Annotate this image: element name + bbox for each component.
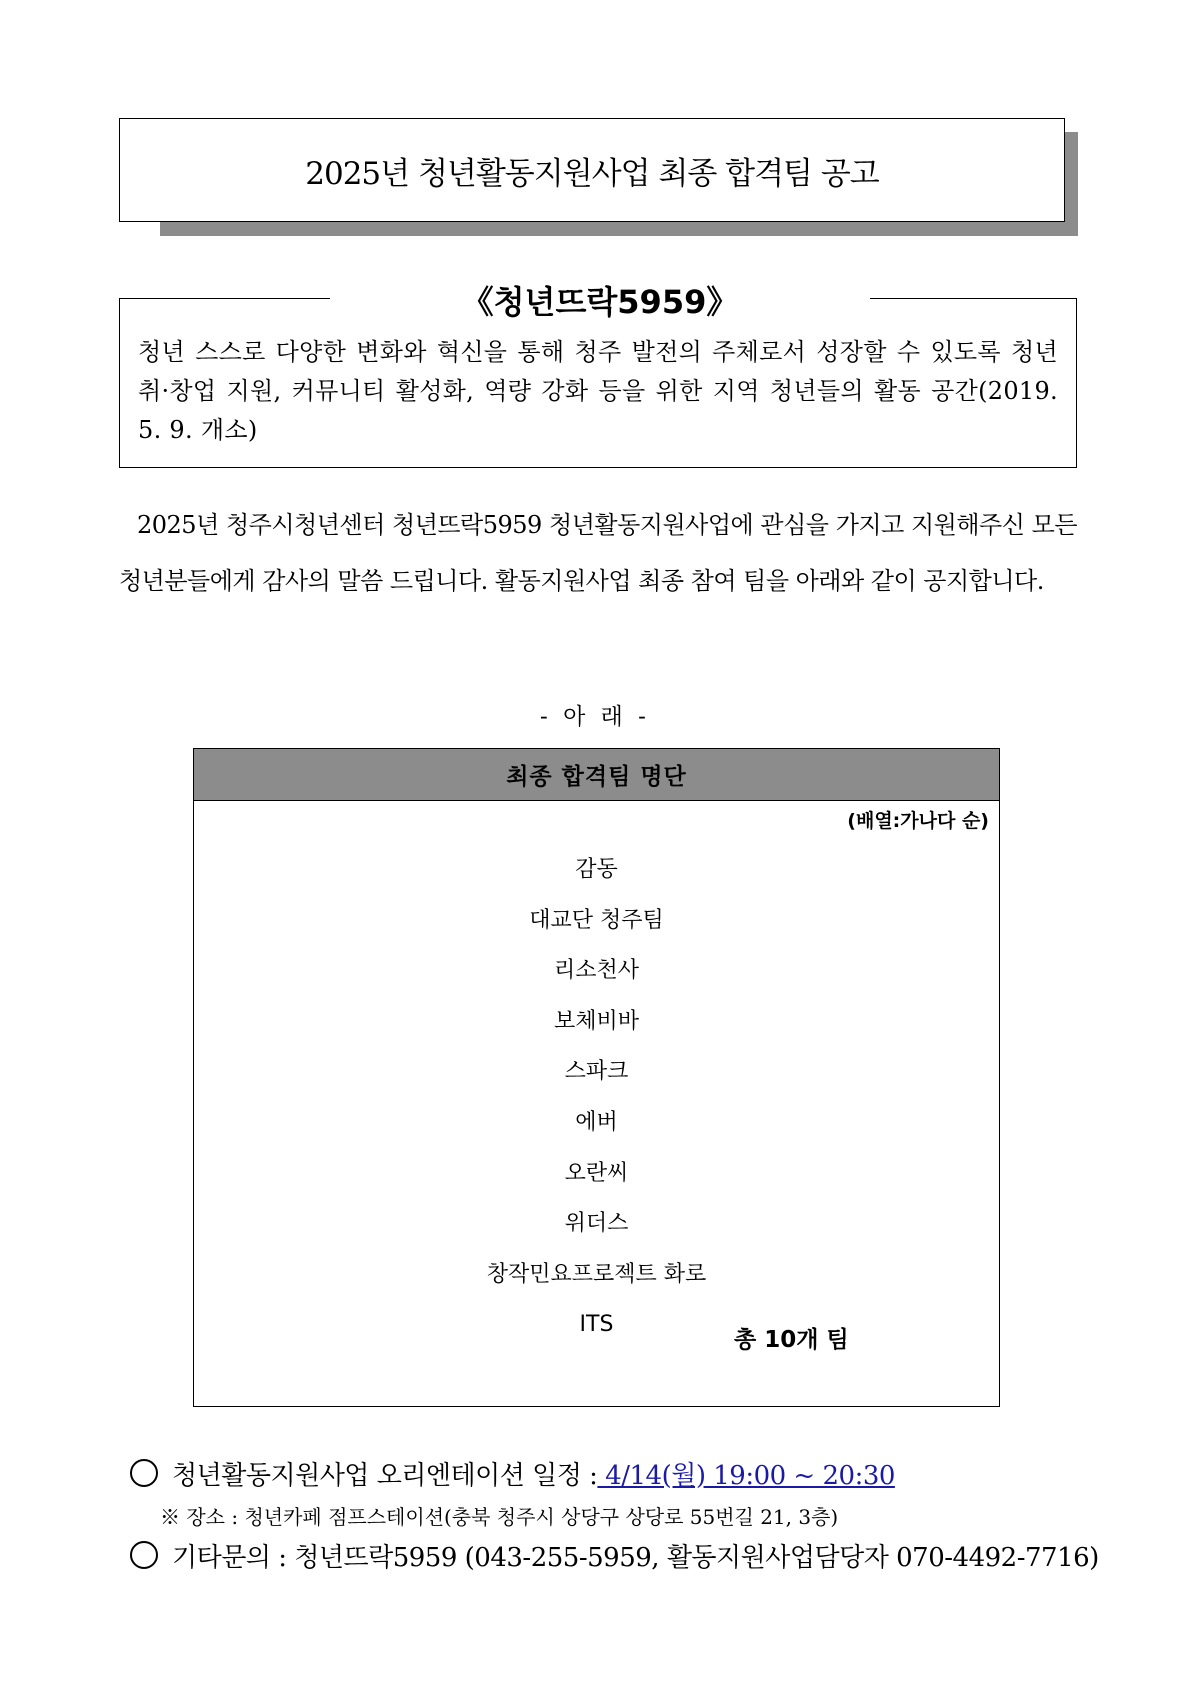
orientation-schedule: 4/14(월) 19:00 ~ 20:30	[597, 1461, 895, 1491]
announcement-paragraph: 2025년 청주시청년센터 청년뜨락5959 청년활동지원사업에 관심을 가지고 지원해주신 모든 청년분들에게 감사의 말씀 드립니다. 활동지원사업 최종 참여 팀을 아래와 같이 공지합니다.	[119, 511, 1077, 595]
team-item: 오란씨	[564, 1160, 629, 1186]
team-item: 위더스	[564, 1211, 629, 1237]
team-item: 리소천사	[553, 958, 639, 984]
team-item: 대교단 청주팀	[529, 907, 664, 933]
below-label: - 아 래 -	[540, 704, 650, 730]
team-list	[194, 845, 999, 1351]
teams-header: 최종 합격팀 명단	[194, 749, 999, 801]
team-item: 창작민요프로젝트 화로	[486, 1261, 707, 1287]
orientation-label: 청년활동지원사업 오리엔테이션 일정 :	[172, 1461, 598, 1491]
intro-text: 청년 스스로 다양한 변화와 혁신을 통해 청주 발전의 주체로서 성장할 수 있도록 청년 취·창업 지원, 커뮤니티 활성화, 역량 강화 등을 위한 지역 청년들의 활동 공간(2019. 5. 9. 개소)	[138, 338, 1058, 444]
teams-table	[193, 748, 1000, 1407]
team-item: 에버	[575, 1109, 618, 1135]
team-item: 보체비바	[553, 1008, 639, 1034]
circle-bullet-icon	[130, 1541, 158, 1569]
order-note: (배열:가나다 순)	[847, 810, 989, 832]
intro-heading: 《청년뜨락5959》	[330, 282, 870, 322]
team-item: 스파크	[564, 1059, 629, 1085]
team-total: 총 10개 팀	[734, 1327, 849, 1353]
orientation-place: ※ 장소 : 청년카페 점프스테이션(충북 청주시 상당구 상당로 55번길 21, 3층)	[160, 1505, 839, 1529]
team-item: ITS	[579, 1312, 614, 1338]
circle-bullet-icon	[130, 1459, 158, 1487]
team-item: 감동	[575, 857, 618, 882]
orientation-line	[130, 1455, 895, 1492]
contact-text: 기타문의 : 청년뜨락5959 (043-255-5959, 활동지원사업담당자 070-4492-7716)	[172, 1543, 1099, 1573]
page-title: 2025년 청년활동지원사업 최종 합격팀 공고	[119, 118, 1065, 222]
contact-line	[130, 1537, 1099, 1574]
